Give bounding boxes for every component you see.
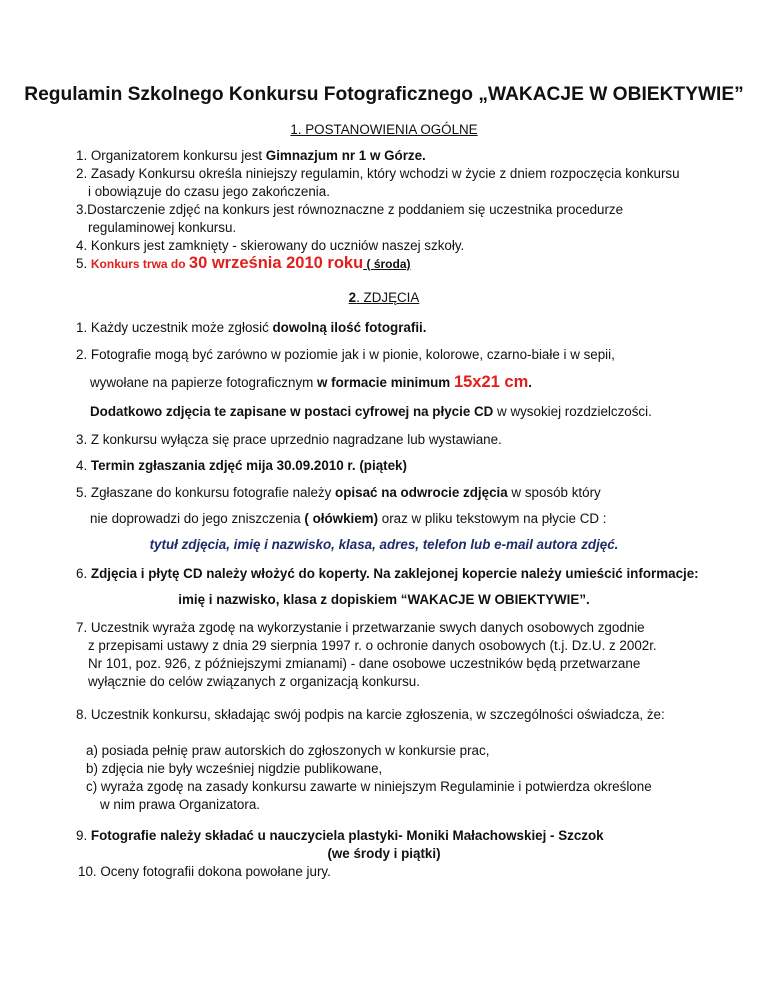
s2-item-9-num: 9.	[76, 828, 91, 843]
s2-item-5-line2	[90, 510, 607, 527]
s2-item-10: 10. Oceny fotografii dokona powołane jury.	[78, 864, 331, 879]
s2-item-9-bold: Fotografie należy składać u nauczyciela plastyki- Moniki Małachowskiej - Szczok	[90, 828, 604, 843]
s2-item-6-bold: Zdjęcia i płytę CD należy włożyć do koperty. Na zaklejonej kopercie należy umieścić informacje:	[90, 566, 699, 581]
s1-item-2-line2: i obowiązuje do czasu jego zakończenia.	[88, 184, 330, 199]
s1-item-5-date: 30 września 2010 roku	[188, 254, 364, 272]
section2-heading-num: 2	[348, 290, 357, 305]
s1-item-3-line2: regulaminowej konkursu.	[88, 220, 237, 235]
section2-heading-text: . ZDJĘCIA	[356, 290, 420, 305]
document-title: Regulamin Szkolnego Konkursu Fotograficznego „WAKACJE W OBIEKTYWIE”	[24, 84, 744, 105]
s2-item-2-bold: w formacie minimum	[317, 375, 454, 390]
s2-item-6-line1	[76, 565, 699, 582]
s1-item-5	[76, 252, 411, 275]
s2-item-9-line2: (we środy i piątki)	[327, 846, 441, 861]
s1-item-1-bold: Gimnazjum nr 1 w Górze.	[265, 148, 426, 163]
s1-item-5-red-text: Konkurs trwa do	[90, 257, 189, 271]
s1-item-1	[76, 147, 426, 164]
s2-item-1-bold: dowolną ilość fotografii.	[272, 320, 427, 335]
s2-item-9	[76, 827, 604, 844]
s2-item-4-num: 4.	[76, 458, 91, 473]
s2-item-1	[76, 319, 426, 336]
s2-item-8a: a) posiada pełnię praw autorskich do zgłoszonych w konkursie prac,	[86, 743, 490, 758]
s1-item-1-text: 1. Organizatorem konkursu jest	[76, 148, 266, 163]
s2-item-5-bold: opisać na odwrocie zdjęcia	[335, 485, 508, 500]
s2-item-5-line1	[76, 484, 601, 501]
s2-item-8c-line2: w nim prawa Organizatora.	[100, 797, 261, 812]
s1-item-3-line1: 3.Dostarczenie zdjęć na konkurs jest równoznaczne z poddaniem się uczestnika procedurze	[76, 202, 624, 217]
s2-item-6-num: 6.	[76, 566, 91, 581]
s2-item-4-bold: Termin zgłaszania zdjęć mija 30.09.2010 r. (piątek)	[90, 458, 407, 473]
s2-item-5-rest: w sposób który	[507, 485, 601, 500]
s1-item-5-weekday: ( środa)	[363, 257, 411, 271]
s2-item-5-l2-rest: oraz w pliku tekstowym na płycie CD :	[378, 511, 607, 526]
s2-item-5-fields: tytuł zdjęcia, imię i nazwisko, klasa, adres, telefon lub e-mail autora zdjęć.	[149, 537, 619, 552]
s1-item-5-num: 5.	[76, 256, 91, 271]
s2-item-2-line2	[90, 371, 532, 394]
s2-item-8c-line1: c) wyraża zgodę na zasady konkursu zawarte w niniejszym Regulaminie i potwierdza określone	[86, 779, 652, 794]
s2-item-2-line3	[90, 403, 652, 420]
s2-item-3: 3. Z konkursu wyłącza się prace uprzednio nagradzane lub wystawiane.	[76, 432, 502, 447]
s2-item-7-line1: 7. Uczestnik wyraża zgodę na wykorzystanie i przetwarzanie swych danych osobowych zgodnie	[76, 620, 645, 635]
s2-item-6-line2: imię i nazwisko, klasa z dopiskiem “WAKACJE W OBIEKTYWIE”.	[178, 592, 590, 607]
s2-item-1-text: 1. Każdy uczestnik może zgłosić	[76, 320, 273, 335]
s2-item-8: 8. Uczestnik konkursu, składając swój podpis na karcie zgłoszenia, w szczególności oświadcza, że:	[76, 707, 665, 722]
s2-item-2-cd-bold: Dodatkowo zdjęcia te zapisane w postaci cyfrowej na płycie CD	[90, 404, 494, 419]
s1-item-4: 4. Konkurs jest zamknięty - skierowany do uczniów naszej szkoły.	[76, 238, 465, 253]
s2-item-7-line4: wyłącznie do celów związanych z organizacją konkursu.	[88, 674, 420, 689]
s2-item-7-line2: z przepisami ustawy z dnia 29 sierpnia 1997 r. o ochronie danych osobowych (t.j. Dz.U. z 2002r.	[88, 638, 657, 653]
s1-item-2-line1: 2. Zasady Konkursu określa niniejszy regulamin, który wchodzi w życie z dniem rozpoczęcia konkursu	[76, 166, 680, 181]
s2-item-5-text: 5. Zgłaszane do konkursu fotografie należy	[76, 485, 336, 500]
s2-item-2-dot: .	[528, 375, 532, 390]
s2-item-4	[76, 457, 407, 474]
section2-heading	[0, 289, 768, 306]
s2-item-2-line1: 2. Fotografie mogą być zarówno w poziomie jak i w pionie, kolorowe, czarno-białe i w sepii,	[76, 347, 615, 362]
s2-item-8b: b) zdjęcia nie były wcześniej nigdzie publikowane,	[86, 761, 383, 776]
s2-item-2-text: wywołane na papierze fotograficznym	[90, 375, 318, 390]
s2-item-5-l2-bold: ( ołówkiem)	[304, 511, 379, 526]
s2-item-2-size: 15x21 cm	[453, 373, 529, 391]
section1-heading: 1. POSTANOWIENIA OGÓLNE	[290, 122, 478, 137]
s2-item-2-cd-rest: w wysokiej rozdzielczości.	[493, 404, 652, 419]
s2-item-5-l2-text: nie doprowadzi do jego zniszczenia	[90, 511, 305, 526]
s2-item-7-line3: Nr 101, poz. 926, z późniejszymi zmianami) - dane osobowe uczestników będą przetwarzane	[88, 656, 641, 671]
